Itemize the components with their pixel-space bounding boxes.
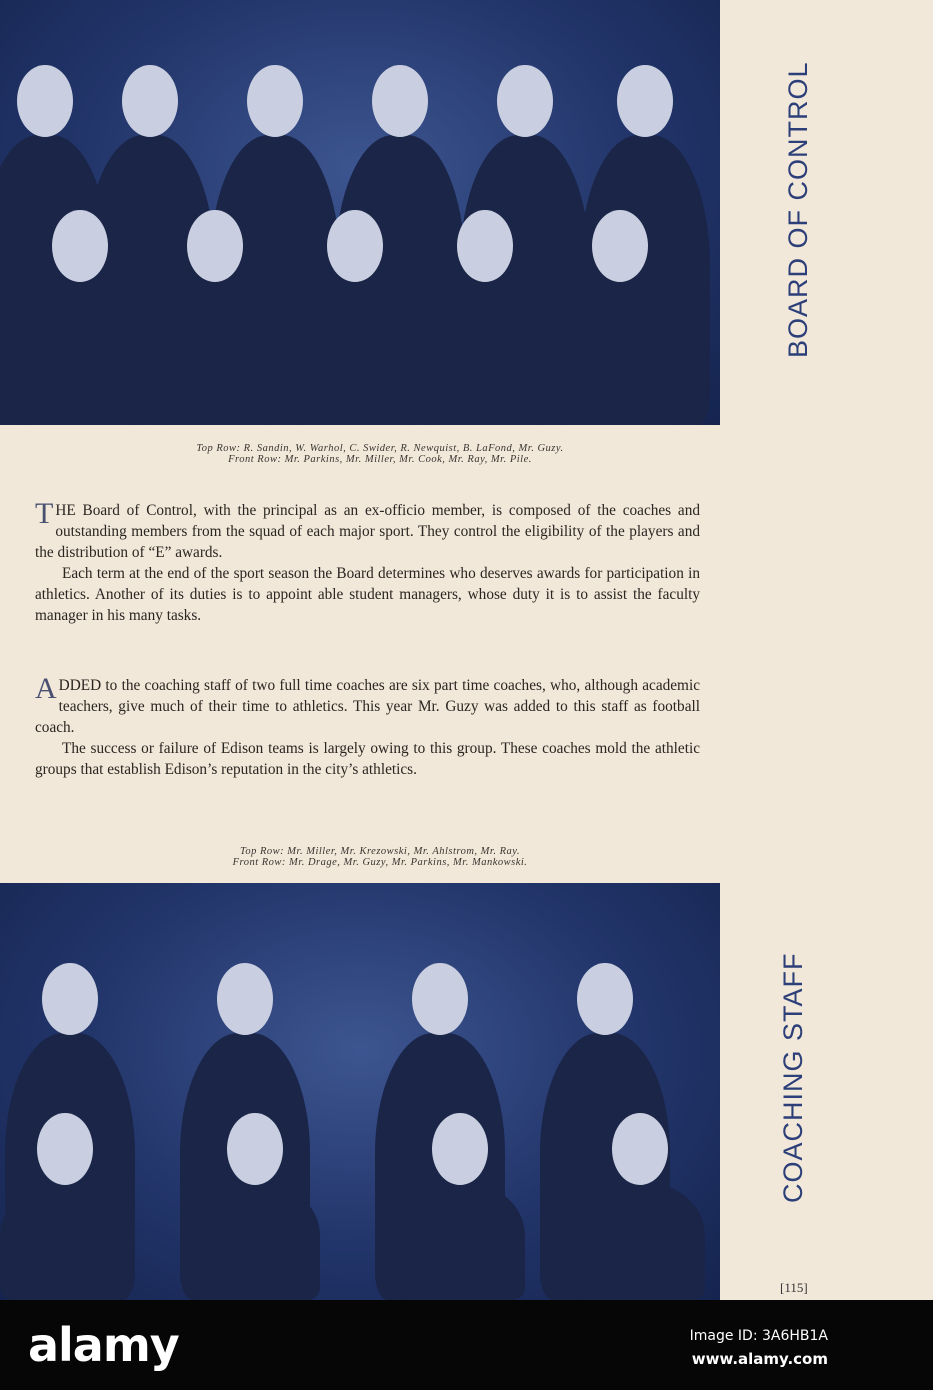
coaching-staff-photo — [0, 883, 720, 1300]
caption-top-row: Top Row: Mr. Miller, Mr. Krezowski, Mr. Ahlstrom, Mr. Ray. — [240, 846, 520, 857]
board-title: BOARD OF CONTROL — [783, 61, 813, 359]
person-face — [227, 1113, 283, 1185]
person-silhouette — [150, 280, 280, 425]
board-of-control-photo — [0, 0, 720, 425]
person-silhouette — [555, 280, 685, 425]
watermark-footer — [0, 1300, 933, 1390]
person-face — [42, 963, 98, 1035]
caption-front-row: Front Row: Mr. Drage, Mr. Guzy, Mr. Parkins, Mr. Mankowski. — [232, 857, 528, 868]
person-face — [412, 963, 468, 1035]
drop-cap: A — [35, 672, 57, 705]
image-id: Image ID: 3A6HB1A — [689, 1328, 828, 1344]
person-face — [187, 210, 243, 282]
person-silhouette — [420, 280, 550, 425]
person-silhouette — [0, 1183, 130, 1300]
page-number: [115] — [780, 1280, 808, 1295]
person-face — [617, 65, 673, 137]
coaching-title: COACHING STAFF — [778, 952, 808, 1203]
person-face — [592, 210, 648, 282]
paragraph: Each term at the end of the sport season the Board determines who deserves awards for participation in athletics. Another of its duties is to appoint able student managers, whose duty it is to assist the faculty manager in his many tasks. — [35, 565, 700, 624]
person-face — [612, 1113, 668, 1185]
person-silhouette — [290, 280, 420, 425]
coaching-text — [35, 672, 700, 780]
board-text — [35, 497, 700, 626]
person-face — [247, 65, 303, 137]
person-face — [577, 963, 633, 1035]
paragraph: HE Board of Control, with the principal as an ex-officio member, is composed of the coaches and outstanding members from the squad of each major sport. They control the eligibility of the players and the distribution of “E” awards. — [35, 502, 700, 561]
person-silhouette — [190, 1183, 320, 1300]
person-face — [497, 65, 553, 137]
coaching-photo-caption — [0, 846, 760, 868]
person-face — [327, 210, 383, 282]
person-face — [217, 963, 273, 1035]
person-face — [17, 65, 73, 137]
person-silhouette — [575, 1183, 705, 1300]
person-face — [457, 210, 513, 282]
person-face — [37, 1113, 93, 1185]
person-face — [52, 210, 108, 282]
person-face — [372, 65, 428, 137]
person-face — [122, 65, 178, 137]
board-photo-caption — [0, 443, 760, 465]
person-face — [432, 1113, 488, 1185]
alamy-logo: alamy — [28, 1318, 179, 1372]
caption-top-row: Top Row: R. Sandin, W. Warhol, C. Swider, R. Newquist, B. LaFond, Mr. Guzy. — [196, 443, 564, 454]
paragraph: DDED to the coaching staff of two full time coaches are six part time coaches, who, although academic teachers, give much of their time to athletics. This year Mr. Guzy was added to this staff as football coach. — [35, 677, 700, 736]
person-silhouette — [395, 1183, 525, 1300]
drop-cap: T — [35, 497, 54, 530]
footer-url: www.alamy.com — [691, 1350, 828, 1368]
person-silhouette — [15, 280, 145, 425]
paragraph: The success or failure of Edison teams is largely owing to this group. These coaches mold the athletic groups that establish Edison’s reputation in the city’s athletics. — [35, 740, 700, 778]
caption-front-row: Front Row: Mr. Parkins, Mr. Miller, Mr. Cook, Mr. Ray, Mr. Pile. — [228, 454, 532, 465]
